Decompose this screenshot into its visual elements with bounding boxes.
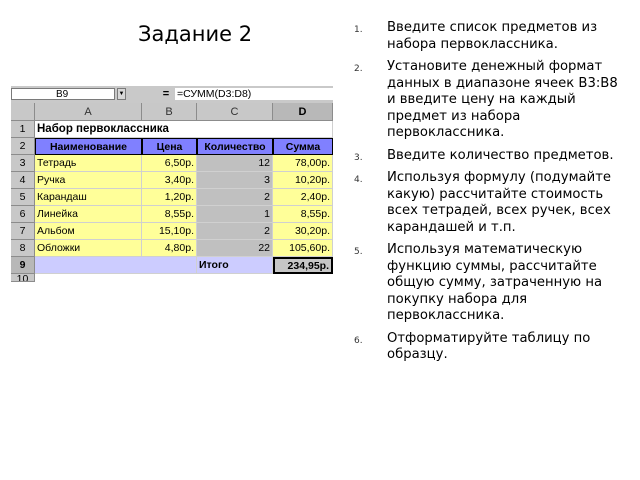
header-cell-price[interactable]: Цена (142, 138, 197, 155)
row-header[interactable]: 6 (11, 206, 35, 223)
selected-cell-range[interactable] (35, 257, 197, 274)
list-number: 3. (354, 152, 363, 163)
column-header-a[interactable]: A (35, 103, 142, 121)
slide-title: Задание 2 (138, 22, 253, 46)
column-header-d[interactable]: D (273, 103, 333, 121)
list-item (354, 20, 630, 53)
item-name-cell[interactable]: Линейка (35, 206, 142, 223)
total-value-cell[interactable]: 234,95р. (273, 257, 333, 274)
item-price-cell[interactable]: 15,10р. (142, 223, 197, 240)
table-row (11, 206, 333, 223)
item-price-cell[interactable]: 6,50р. (142, 155, 197, 172)
column-header-b[interactable]: B (142, 103, 197, 121)
item-name-cell[interactable]: Ручка (35, 172, 142, 189)
task-text: Отформатируйте таблицу по образцу. (387, 330, 591, 362)
item-name-cell[interactable]: Тетрадь (35, 155, 142, 172)
table-row (11, 138, 333, 155)
total-label-cell[interactable]: Итого (197, 257, 273, 274)
table-title-cell[interactable]: Набор первоклассника (35, 121, 275, 138)
item-name-cell[interactable]: Обложки (35, 240, 142, 257)
list-number: 6. (354, 335, 363, 346)
task-text: Введите количество предметов. (387, 147, 614, 163)
task-text: Установите денежный формат данных в диапазоне ячеек В3:В8 и введите цену на каждый предмет из набора первоклассника. (387, 59, 618, 140)
list-item (354, 148, 630, 165)
item-sum-cell[interactable]: 78,00р. (273, 155, 333, 172)
item-sum-cell[interactable]: 30,20р. (273, 223, 333, 240)
list-item (354, 59, 630, 142)
item-sum-cell[interactable]: 8,55р. (273, 206, 333, 223)
table-row (11, 274, 333, 282)
list-number: 1. (354, 25, 363, 35)
column-headers (11, 103, 333, 121)
item-sum-cell[interactable]: 105,60р. (273, 240, 333, 257)
task-list (354, 20, 630, 370)
list-item (354, 331, 630, 364)
row-header[interactable]: 7 (11, 223, 35, 240)
row-header[interactable]: 1 (11, 121, 35, 138)
list-item (354, 242, 630, 325)
item-qty-cell[interactable]: 2 (197, 223, 273, 240)
item-qty-cell[interactable]: 12 (197, 155, 273, 172)
item-qty-cell[interactable]: 22 (197, 240, 273, 257)
header-cell-qty[interactable]: Количество (197, 138, 273, 155)
table-row (11, 155, 333, 172)
formula-bar (11, 86, 333, 103)
table-row (11, 257, 333, 274)
item-qty-cell[interactable]: 2 (197, 189, 273, 206)
item-name-cell[interactable]: Альбом (35, 223, 142, 240)
row-header[interactable]: 2 (11, 138, 35, 155)
task-text: Используя математическую функцию суммы, рассчитайте общую сумму, затраченную на покупку набора для первоклассника. (387, 242, 603, 323)
name-box[interactable]: B9 (11, 88, 115, 100)
item-sum-cell[interactable]: 10,20р. (273, 172, 333, 189)
row-header[interactable]: 3 (11, 155, 35, 172)
formula-input[interactable]: =СУММ(D3:D8) (175, 88, 333, 100)
item-price-cell[interactable]: 4,80р. (142, 240, 197, 257)
task-text: Введите список предметов из набора первоклассника. (387, 20, 598, 52)
row-header[interactable]: 8 (11, 240, 35, 257)
chevron-down-icon[interactable]: ▼ (117, 88, 126, 100)
list-number: 2. (354, 64, 363, 74)
cell[interactable] (273, 121, 333, 138)
table-row (11, 240, 333, 257)
list-number: 4. (354, 175, 363, 185)
item-qty-cell[interactable]: 3 (197, 172, 273, 189)
header-cell-sum[interactable]: Сумма (273, 138, 333, 155)
equals-icon[interactable]: = (162, 88, 170, 100)
table-row (11, 121, 333, 138)
select-all-corner[interactable] (11, 103, 35, 121)
item-price-cell[interactable]: 3,40р. (142, 172, 197, 189)
column-header-c[interactable]: C (197, 103, 273, 121)
item-name-cell[interactable]: Карандаш (35, 189, 142, 206)
list-item (354, 170, 630, 236)
row-header[interactable]: 5 (11, 189, 35, 206)
item-qty-cell[interactable]: 1 (197, 206, 273, 223)
table-row (11, 189, 333, 206)
item-price-cell[interactable]: 8,55р. (142, 206, 197, 223)
row-header[interactable]: 9 (11, 257, 35, 274)
table-row (11, 172, 333, 189)
item-price-cell[interactable]: 1,20р. (142, 189, 197, 206)
table-row (11, 223, 333, 240)
list-number: 5. (354, 247, 363, 257)
spreadsheet (11, 86, 333, 282)
item-sum-cell[interactable]: 2,40р. (273, 189, 333, 206)
row-header[interactable]: 4 (11, 172, 35, 189)
row-header[interactable]: 10 (11, 274, 35, 282)
header-cell-name[interactable]: Наименование (35, 138, 142, 155)
task-text: Используя формулу (подумайте какую) рассчитайте стоимость всех тетрадей, всех ручек, всех карандашей и т.п. (387, 170, 611, 235)
